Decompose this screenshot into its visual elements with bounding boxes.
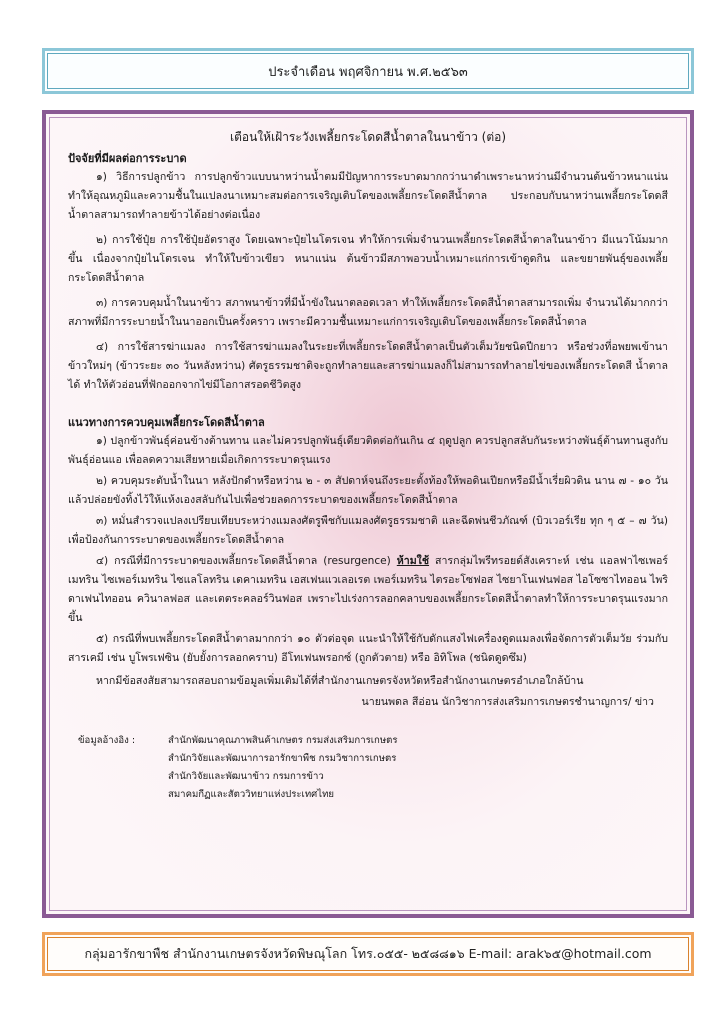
references-list [168,732,398,804]
section-heading-control: แนวทางการควบคุมเพลี้ยกระโดดสีน้ำตาล [68,416,265,429]
control-paragraph: ๒) ควบคุมระดับน้ำในนา หลังปักดำหรือหว่าน ๒ - ๓ สัปดาห์จนถึงระยะตั้งท้องให้พอดินเปียกหรือมีน้ำเรี่ยผิวดิน นาน ๗ - ๑๐ วัน แล้วปล่อยขังทิ้งไว้ให้แห้งเองสลับกันไปเพื่อช่วยลดการระบาดของเพลี้ยกระโดดสีน้ำตาล [68,475,668,506]
reference-item: สำนักวิจัยและพัฒนาข้าว กรมการข้าว [168,771,324,782]
prohibited-emphasis: ห้ามใช้ [396,555,430,567]
references-label: ข้อมูลอ้างอิง : [78,735,136,746]
header-box [42,48,694,94]
reference-item: สมาคมกีฏและสัตววิทยาแห่งประเทศไทย [168,789,335,800]
control-paragraph: ๑) ปลูกข้าวพันธุ์ค่อนข้างต้านทาน และไม่ควรปลูกพันธุ์เดียวติดต่อกันเกิน ๔ ฤดูปลูก ควรปลูกสลับกันระหว่างพันธุ์ต้านทานสูงกับพันธุ์อ่อนแอ เพื่อลดความเสียหายเมื่อเกิดการระบาดรุนแรง [68,435,668,466]
reference-item: สำนักพัฒนาคุณภาพสินค้าเกษตร กรมส่งเสริมการเกษตร [168,735,398,746]
author-signature: นายนพดล สีอ่อน นักวิชาการส่งเสริมการเกษตรชำนาญการ/ ข่าว [361,696,654,708]
factor-paragraph: ๓) การควบคุมน้ำในนาข้าว สภาพนาข้าวที่มีน้ำขังในนาตลอดเวลา ทำให้เพลี้ยกระโดดสีน้ำตาลสามารถเพิ่ม จำนวนได้มากกว่าสภาพที่มีการระบายน้ำในนาออกเป็นครั้งคราว เพราะมีความชื้นเหมาะแก่การเจริญเติบโตของเพลี้ยกระโดดสีน้ำตาล [68,297,668,328]
factor-paragraph: ๑) วิธีการปลูกข้าว การปลูกข้าวแบบนาหว่านน้ำตมมีปัญหาการระบาดมากกว่านาดำเพราะนาหว่านมีจำนวนต้นข้าวหนาแน่นทำให้อุณหภูมิและความชื้นในแปลงนาเหมาะสมต่อการเจริญเติบโตของเพลี้ยกระโดดสีน้ำตาล ประกอบกับนาหว่านเพลี้ยกระโดดสีน้ำตาลสามารถทำลายข้าวได้อย่างต่อเนื่อง [68,171,668,221]
main-content-box [42,110,694,918]
references [68,732,668,804]
document-title: เตือนให้เฝ้าระวังเพลี้ยกระโดดสีน้ำตาลในนาข้าว (ต่อ) [229,130,507,144]
footer-contact-text: กลุ่มอารักขาพืช สำนักงานเกษตรจังหวัดพิษณุโลก โทร.๐๕๕- ๒๕๘๘๑๖ E-mail: arak๖๕@hotmail.com [84,946,652,961]
control-paragraph: ๕) กรณีที่พบเพลี้ยกระโดดสีน้ำตาลมากกว่า ๑๐ ตัวต่อจุด แนะนำให้ใช้กับดักแสงไฟเครื่องดูดแมลงเพื่อจัดการตัวเต็มวัย ร่วมกับสารเคมี เช่น บูโพรเฟซิน (ยับยั้งการลอกคราบ) อีโทเฟนพรอกซ์ (ถูกตัวตาย) หรือ อิทิโพล (ชนิดดูดซึม) [68,633,668,664]
closing-note: หากมีข้อสงสัยสามารถสอบถามข้อมูลเพิ่มเติมได้ที่สำนักงานเกษตรจังหวัดหรือสำนักงานเกษตรอำเภอใกล้บ้าน [96,675,584,687]
factor-paragraph: ๒) การใช้ปุ๋ย การใช้ปุ๋ยอัตราสูง โดยเฉพาะปุ๋ยไนโตรเจน ทำให้การเพิ่มจำนวนเพลี้ยกระโดดสีน้ำตาลในนาข้าว มีแนวโน้มมากขึ้น เนื่องจากปุ๋ยไนโตรเจน ทำให้ใบข้าวเขียว หนาแน่น ต้นข้าวมีสภาพอวบน้ำเหมาะแก่การเข้าดูดกิน และขยายพันธุ์ของเพลี้ยกระโดดสีน้ำตาล [68,234,668,284]
control-paragraph: ๓) หมั่นสำรวจแปลงเปรียบเทียบระหว่างแมลงศัตรูพืชกับแมลงศัตรูธรรมชาติ และฉีดพ่นชีวภัณฑ์ (บิวเวอร์เรีย ทุก ๆ ๕ – ๗ วัน) เพื่อป้องกันการระบาดของเพลี้ยกระโดดสีน้ำตาล [68,515,668,546]
section-heading-factors: ปัจจัยที่มีผลต่อการระบาด [68,152,187,165]
factor-paragraph: ๔) การใช้สารฆ่าแมลง การใช้สารฆ่าแมลงในระยะที่เพลี้ยกระโดดสีน้ำตาลเป็นตัวเต็มวัยชนิดปีกยาว หรือช่วงที่อพยพเข้านาข้าวใหม่ๆ (ข้าวระยะ ๓๐ วันหลังหว่าน) ศัตรูธรรมชาติจะถูกทำลายและสารฆ่าแมลงก็ไม่สามารถทำลายไข่ของเพลี้ยกระโดดสี น้ำตาลได้ ทำให้ตัวอ่อนที่ฟักออกจากไข่มีโอกาสรอดชีวิตสูง [68,341,668,391]
reference-item: สำนักวิจัยและพัฒนาการอารักขาพืช กรมวิชาการเกษตร [168,753,397,764]
header-date-text: ประจำเดือน พฤศจิกายน พ.ศ.๒๕๖๓ [268,64,468,80]
footer-box [42,932,694,976]
control-paragraph-4: ๔) กรณีที่มีการระบาดของเพลี้ยกระโดดสีน้ำตาล (resurgence) ห้ามใช้ สารกลุ่มไพรีทรอยด์สังเคราะห์ เช่น แอลฟาไซเพอร์เมทริน ไซเพอร์เมทริน ไซแลโลทริน เดคาเมทริน เอสเฟนแวเลอเรต เพอร์เมทริน ไตรอะโซฟอส ไซยาโนเฟนฟอส ไอโซซาไทออน ไพริดาเฟนไทออน ควินาลฟอส และเตตระคลอร์วินฟอส เพราะไปเร่งการลอกคลาบของเพลี้ยกระโดดสีน้ำตาลทำให้การระบาดรุนแรงมากขึ้น [68,555,668,624]
